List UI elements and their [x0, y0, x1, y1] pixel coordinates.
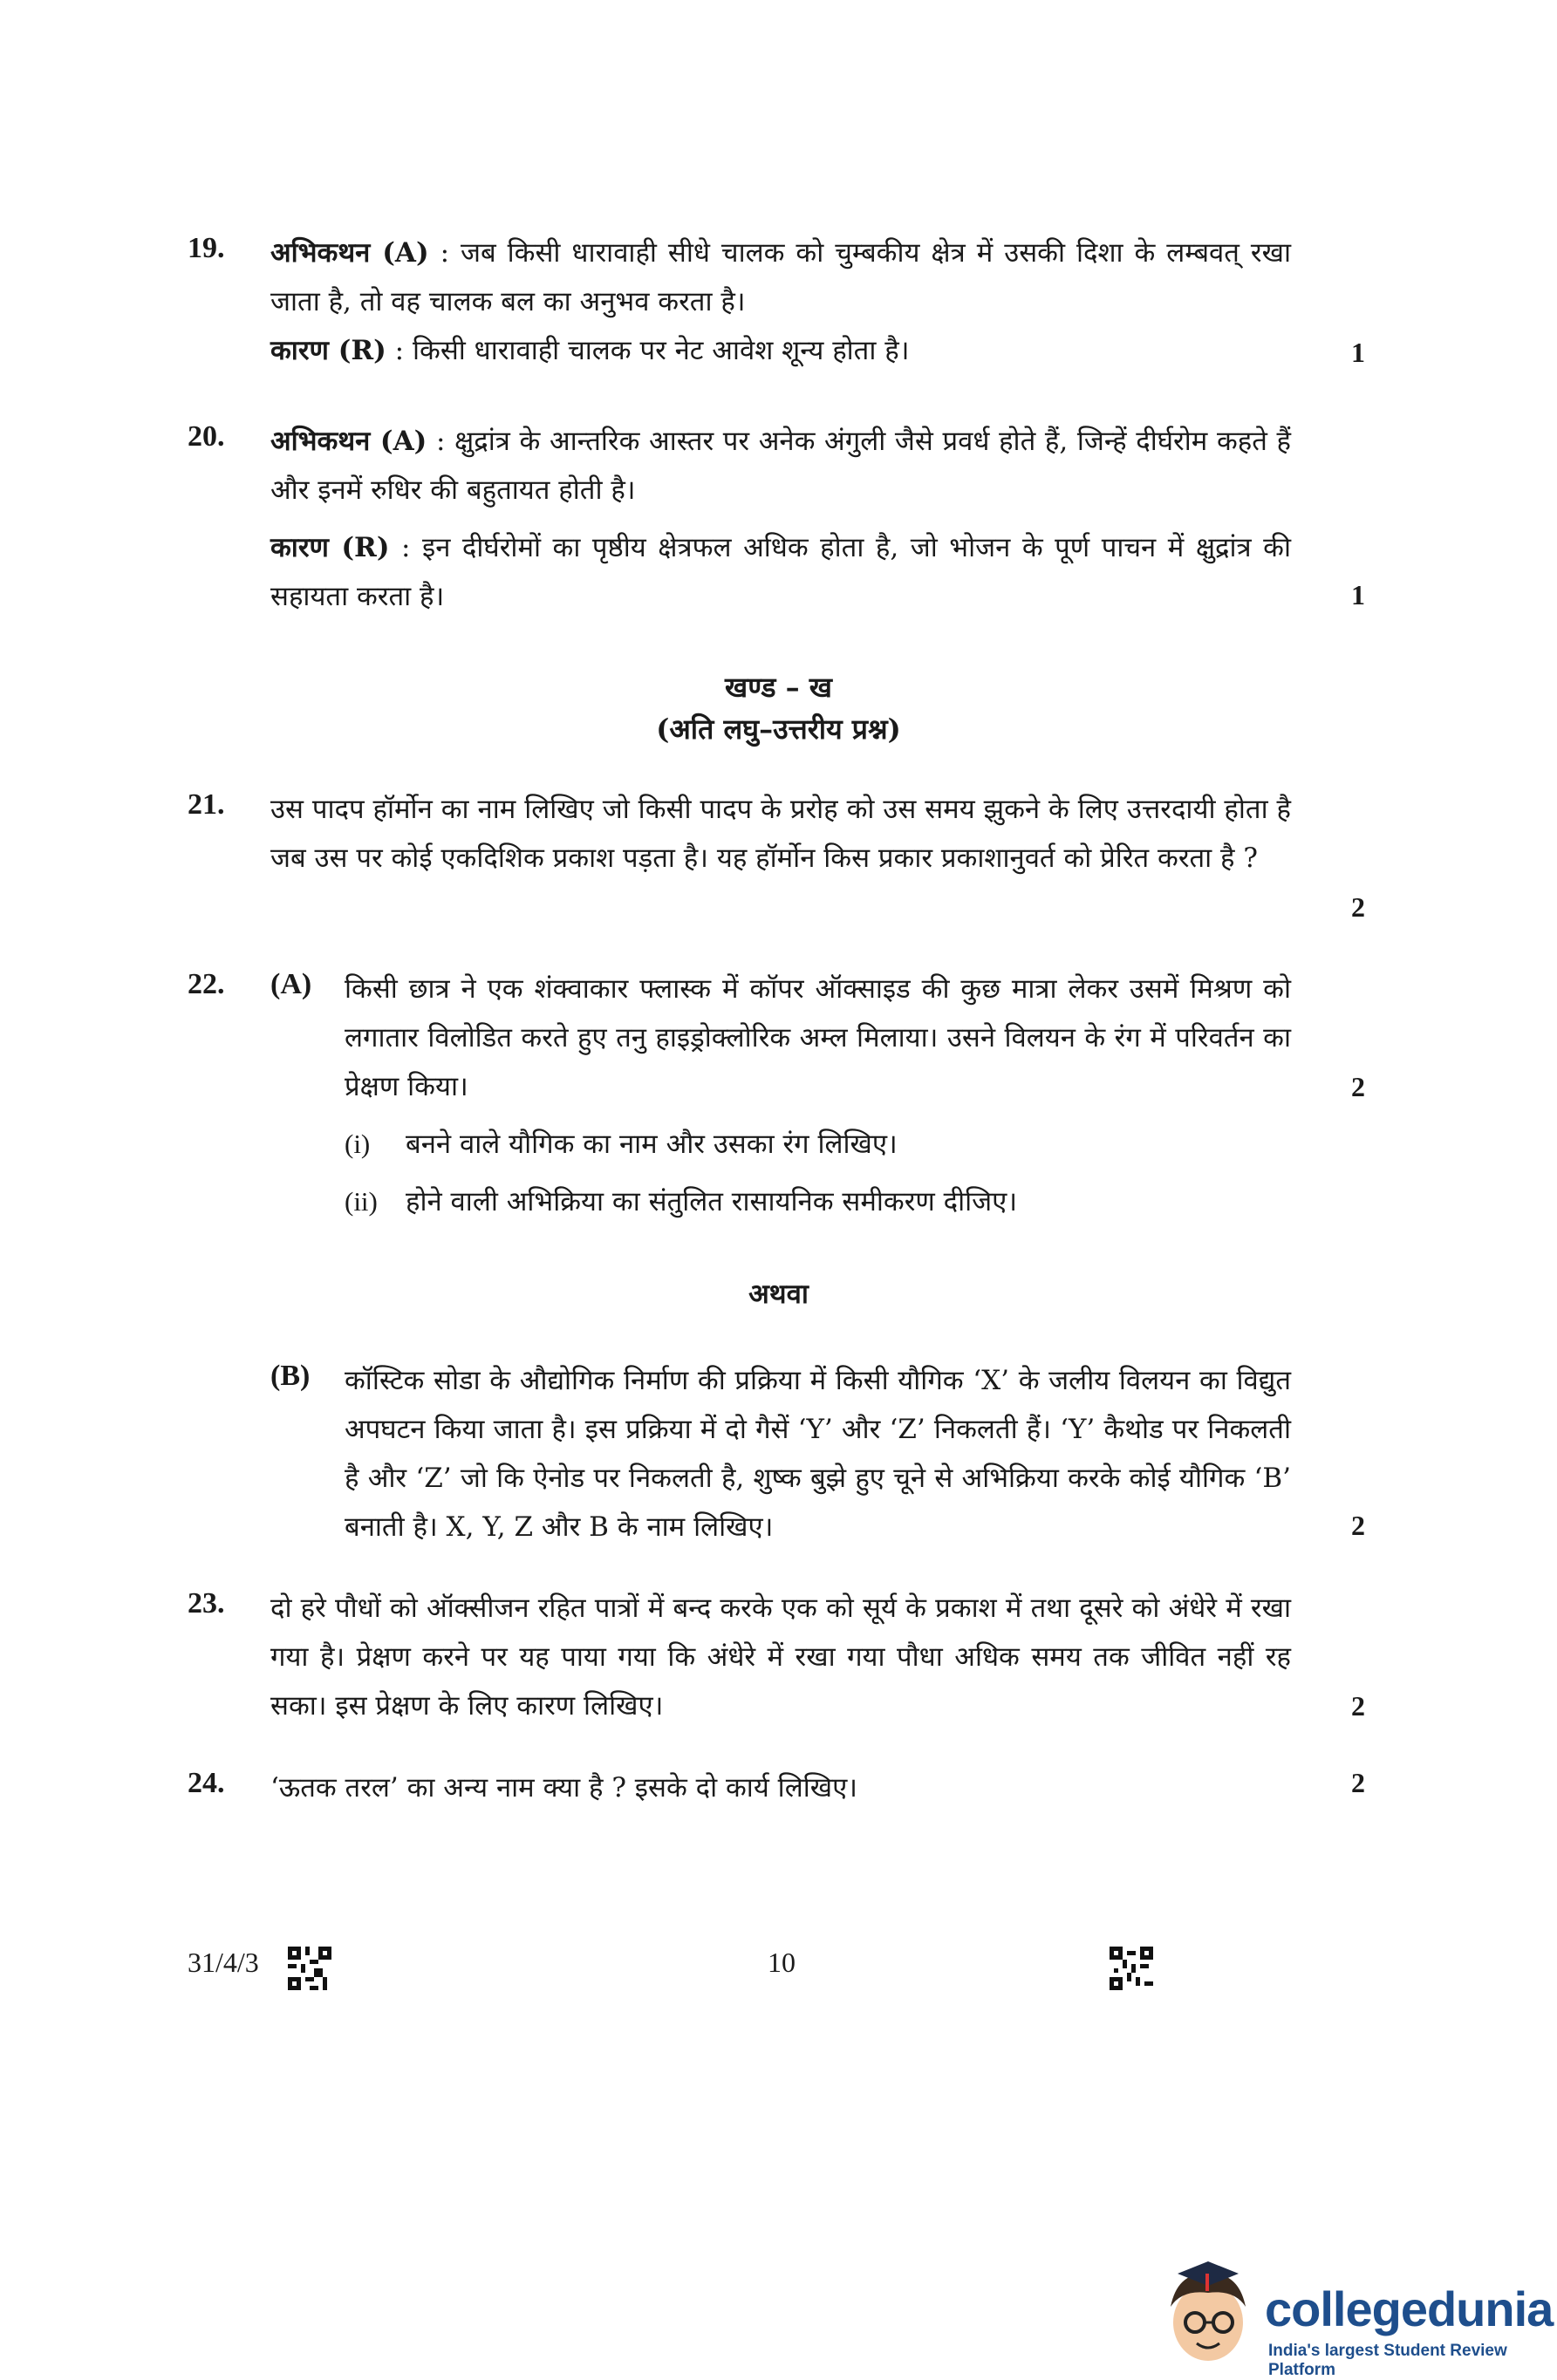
question-23: [188, 1584, 1365, 1730]
question-number: 19.: [188, 232, 225, 264]
sub-question-i: [345, 1120, 1365, 1169]
question-22: [188, 965, 1365, 1226]
sub-text: बनने वाले यौगिक का नाम और उसका रंग लिखिए।: [406, 1129, 898, 1160]
brand-name: collegedunia: [1265, 2281, 1554, 2336]
marks: 2: [1351, 1767, 1365, 1798]
question-number: 21.: [188, 788, 225, 821]
qr-code-icon: [1110, 1947, 1153, 1990]
marks: 1: [1351, 579, 1365, 610]
question-21: [188, 785, 1365, 923]
question-text: दो हरे पौधों को ऑक्सीजन रहित पात्रों में बन्द करके एक को सूर्य के प्रकाश में तथा दूसरे को अंधेरे में रखा गया है। प्रेक्षण करने पर यह पाया गया कि अंधेरे में रखा गया पौधा अधिक समय तक जीवित नहीं रह सका। इस प्रेक्षण के लिए कारण लिखिए।: [270, 1592, 1291, 1722]
option-b-label: (B): [270, 1360, 311, 1392]
option-a-label: (A): [270, 968, 312, 1000]
reason-text: : इन दीर्घरोमों का पृष्ठीय क्षेत्रफल अधिक होता है, जो भोजन के पूर्ण पाचन में क्षुद्रांत्र की सहायता करता है।: [270, 532, 1292, 612]
or-divider: अथवा: [748, 1279, 809, 1310]
mascot-icon: [1151, 2254, 1265, 2368]
assertion-label: अभिकथन (A): [270, 237, 429, 269]
marks-a: 2: [1351, 1071, 1365, 1102]
page-number: 10: [768, 1947, 796, 1978]
question-20: [188, 417, 1365, 621]
sub-text: होने वाली अभिक्रिया का संतुलित रासायनिक समीकरण दीजिए।: [406, 1186, 1018, 1217]
sub-question-ii: [345, 1177, 1365, 1226]
sub-number: (i): [345, 1129, 371, 1159]
question-text: उस पादप हॉर्मोन का नाम लिखिए जो किसी पादप के प्ररोह को उस समय झुकने के लिए उत्तरदायी होता है जब उस पर कोई एकदिशिक प्रकाश पड़ता है। यह हॉर्मोन किस प्रकार प्रकाशानुवर्त को प्रेरित करता है ?: [270, 794, 1291, 874]
question-number: 23.: [188, 1587, 225, 1620]
marks: 2: [1351, 1690, 1365, 1722]
marks: 2: [1351, 891, 1365, 923]
marks-b: 2: [1351, 1510, 1365, 1541]
question-text: [270, 417, 1291, 515]
reason-text-block: [270, 326, 1291, 375]
reason-text: : किसी धारावाही चालक पर नेट आवेश शून्य होता है।: [386, 335, 910, 366]
option-b-text: कॉस्टिक सोडा के औद्योगिक निर्माण की प्रक्रिया में किसी यौगिक ‘X’ के जलीय विलयन का विद्युत अपघटन किया जाता है। इस प्रक्रिया में दो गैसें ‘Y’ और ‘Z’ निकलती हैं। ‘Y’ कैथोड पर निकलती है और ‘Z’ जो कि ऐनोड पर निकलती है, शुष्क बुझे हुए चूने से अभिक्रिया करके कोई यौगिक ‘B’ बनाती है। X, Y, Z और B के नाम लिखिए।: [345, 1365, 1291, 1543]
collegedunia-logo: [1151, 2254, 1554, 2379]
assertion-label: अभिकथन (A): [270, 426, 427, 457]
question-22-option-b: [188, 1356, 1365, 1551]
section-title: खण्ड – ख: [725, 671, 832, 704]
section-subtitle: (अति लघु–उत्तरीय प्रश्न): [656, 713, 901, 746]
reason-text-block: [270, 523, 1291, 621]
option-a-text: किसी छात्र ने एक शंक्वाकार फ्लास्क में कॉपर ऑक्साइड की कुछ मात्रा लेकर उसमें मिश्रण को लगातार विलोडित करते हुए तनु हाइड्रोक्लोरिक अम्ल मिलाया। उसने विलयन के रंग में परिवर्तन का प्रेक्षण किया।: [345, 973, 1291, 1102]
question-number: 24.: [188, 1767, 225, 1799]
assertion-text: : क्षुद्रांत्र के आन्तरिक आस्तर पर अनेक अंगुली जैसे प्रवर्ध होते हैं, जिन्हें दीर्घरोम कहते हैं और इनमें रुधिर की बहुतायत होती है।: [270, 426, 1291, 506]
question-text: [270, 228, 1291, 326]
qr-code-icon: [288, 1947, 331, 1990]
question-19: [188, 228, 1365, 375]
question-number: 22.: [188, 968, 225, 1000]
reason-label: कारण (R): [270, 335, 386, 366]
question-text: ‘ऊतक तरल’ का अन्य नाम क्या है ? इसके दो कार्य लिखिए।: [270, 1772, 857, 1804]
assertion-text: : जब किसी धारावाही सीधे चालक को चुम्बकीय क्षेत्र में उसकी दिशा के लम्बवत् रखा जाता है, तो वह चालक बल का अनुभव करता है।: [270, 237, 1291, 317]
marks: 1: [1351, 337, 1365, 368]
brand-tagline: India's largest Student Review Platform: [1268, 2342, 1507, 2379]
question-24: [188, 1763, 1365, 1812]
question-number: 20.: [188, 420, 225, 453]
reason-label: कारण (R): [270, 532, 390, 563]
sub-number: (ii): [345, 1186, 378, 1217]
paper-code: 31/4/3: [188, 1947, 259, 1978]
